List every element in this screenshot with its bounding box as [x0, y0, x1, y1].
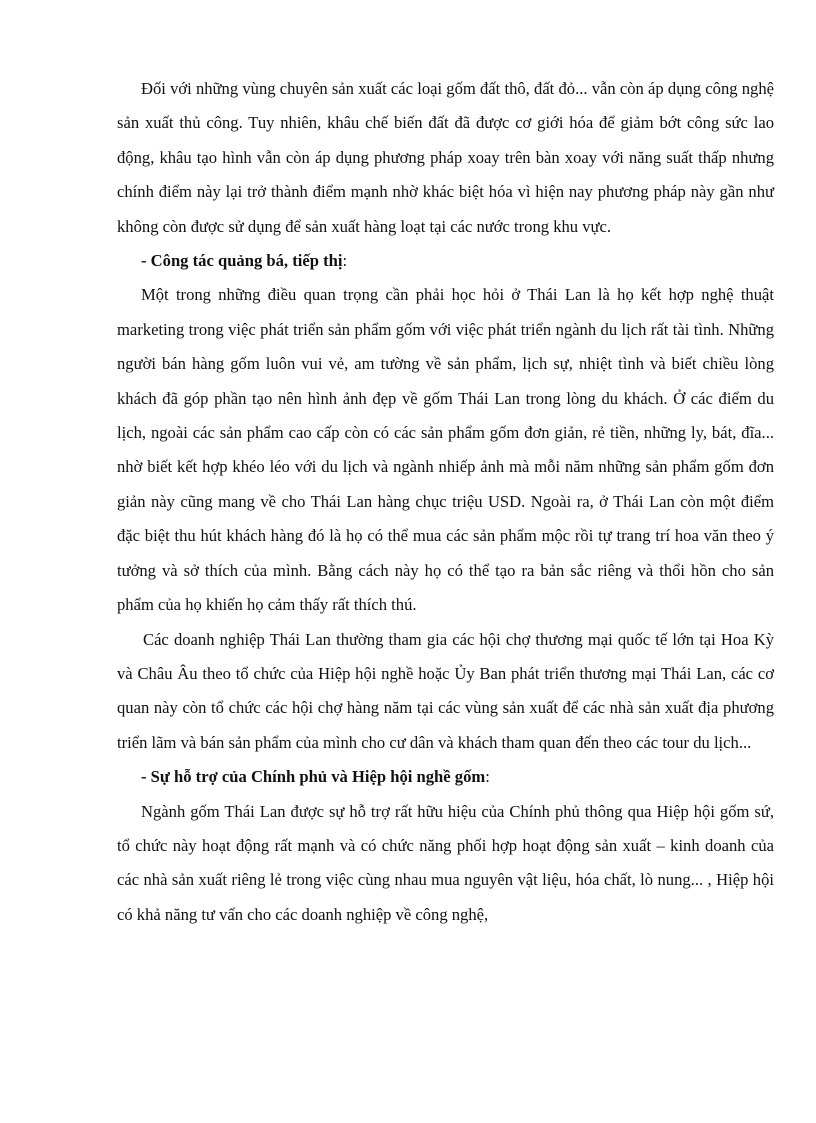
paragraph-ceramics-association: Ngành gốm Thái Lan được sự hỗ trợ rất hữu hiệu của Chính phủ thông qua Hiệp hội gốm sứ, tổ chức này hoạt động rất mạnh và có chức năng phối hợp hoạt động sản xuất – kinh doanh của các nhà sản xuất riêng lẻ trong việc cùng nhau mua nguyên vật liệu, hóa chất, lò nung... , Hiệp hội có khả năng tư vấn cho các doanh nghiệp về công nghệ,: [117, 801, 774, 924]
document-page: [117, 72, 774, 932]
section-heading-marketing-colon: :: [342, 251, 348, 271]
paragraph-trade-fairs: Các doanh nghiệp Thái Lan thường tham gia các hội chợ thương mại quốc tế lớn tại Hoa Kỳ và Châu Âu theo tổ chức của Hiệp hội nghề hoặc Ủy Ban phát triển thương mại Thái Lan, các cơ quan này còn tổ chức các hội chợ hàng năm tại các vùng sản xuất để các nhà sản xuất địa phương triển lãm và bán sản phẩm của mình cho cư dân và khách tham quan đến theo các tour du lịch...: [117, 629, 774, 752]
section-heading-marketing: [117, 244, 774, 278]
paragraph-marketing-tourism: Một trong những điều quan trọng cần phải học hỏi ở Thái Lan là họ kết hợp nghệ thuật marketing trong việc phát triển sản phẩm gốm với việc phát triển ngành du lịch rất tài tình. Những người bán hàng gốm luôn vui vẻ, am tường về sản phẩm, lịch sự, nhiệt tình và biết chiều lòng khách đã góp phần tạo nên hình ảnh đẹp về gốm Thái Lan trong lòng du khách. Ở các điểm du lịch, ngoài các sản phẩm cao cấp còn có các sản phẩm gốm đơn giản, rẻ tiền, những ly, bát, đĩa... nhờ biết kết hợp khéo léo với du lịch và ngành nhiếp ảnh mà mỗi năm những sản phẩm gốm đơn giản này cũng mang về cho Thái Lan hàng chục triệu USD. Ngoài ra, ở Thái Lan còn một điểm đặc biệt thu hút khách hàng đó là họ có thể mua các sản phẩm mộc rồi tự trang trí hoa văn theo ý tưởng và sở thích của mình. Bằng cách này họ có thể tạo ra bản sắc riêng và thổi hồn cho sản phẩm của họ khiến họ cảm thấy rất thích thú.: [117, 285, 774, 615]
section-heading-government-support: [117, 760, 774, 794]
section-heading-government-support-colon: :: [485, 767, 490, 787]
section-heading-marketing-title: - Công tác quảng bá, tiếp thị: [141, 251, 343, 271]
paragraph-traditional-production: Đối với những vùng chuyên sản xuất các loại gốm đất thô, đất đỏ... vẫn còn áp dụng công nghệ sản xuất thủ công. Tuy nhiên, khâu chế biến đất đã được cơ giới hóa để giảm bớt công sức lao động, khâu tạo hình vẫn còn áp dụng phương pháp xoay trên bàn xoay với năng suất thấp nhưng chính điểm này lại trở thành điểm mạnh nhờ khác biệt hóa vì hiện nay phương pháp này gần như không còn được sử dụng để sản xuất hàng loạt tại các nước trong khu vực.: [117, 79, 774, 236]
section-heading-government-support-title: - Sự hỗ trợ của Chính phủ và Hiệp hội nghề gốm: [141, 767, 486, 787]
